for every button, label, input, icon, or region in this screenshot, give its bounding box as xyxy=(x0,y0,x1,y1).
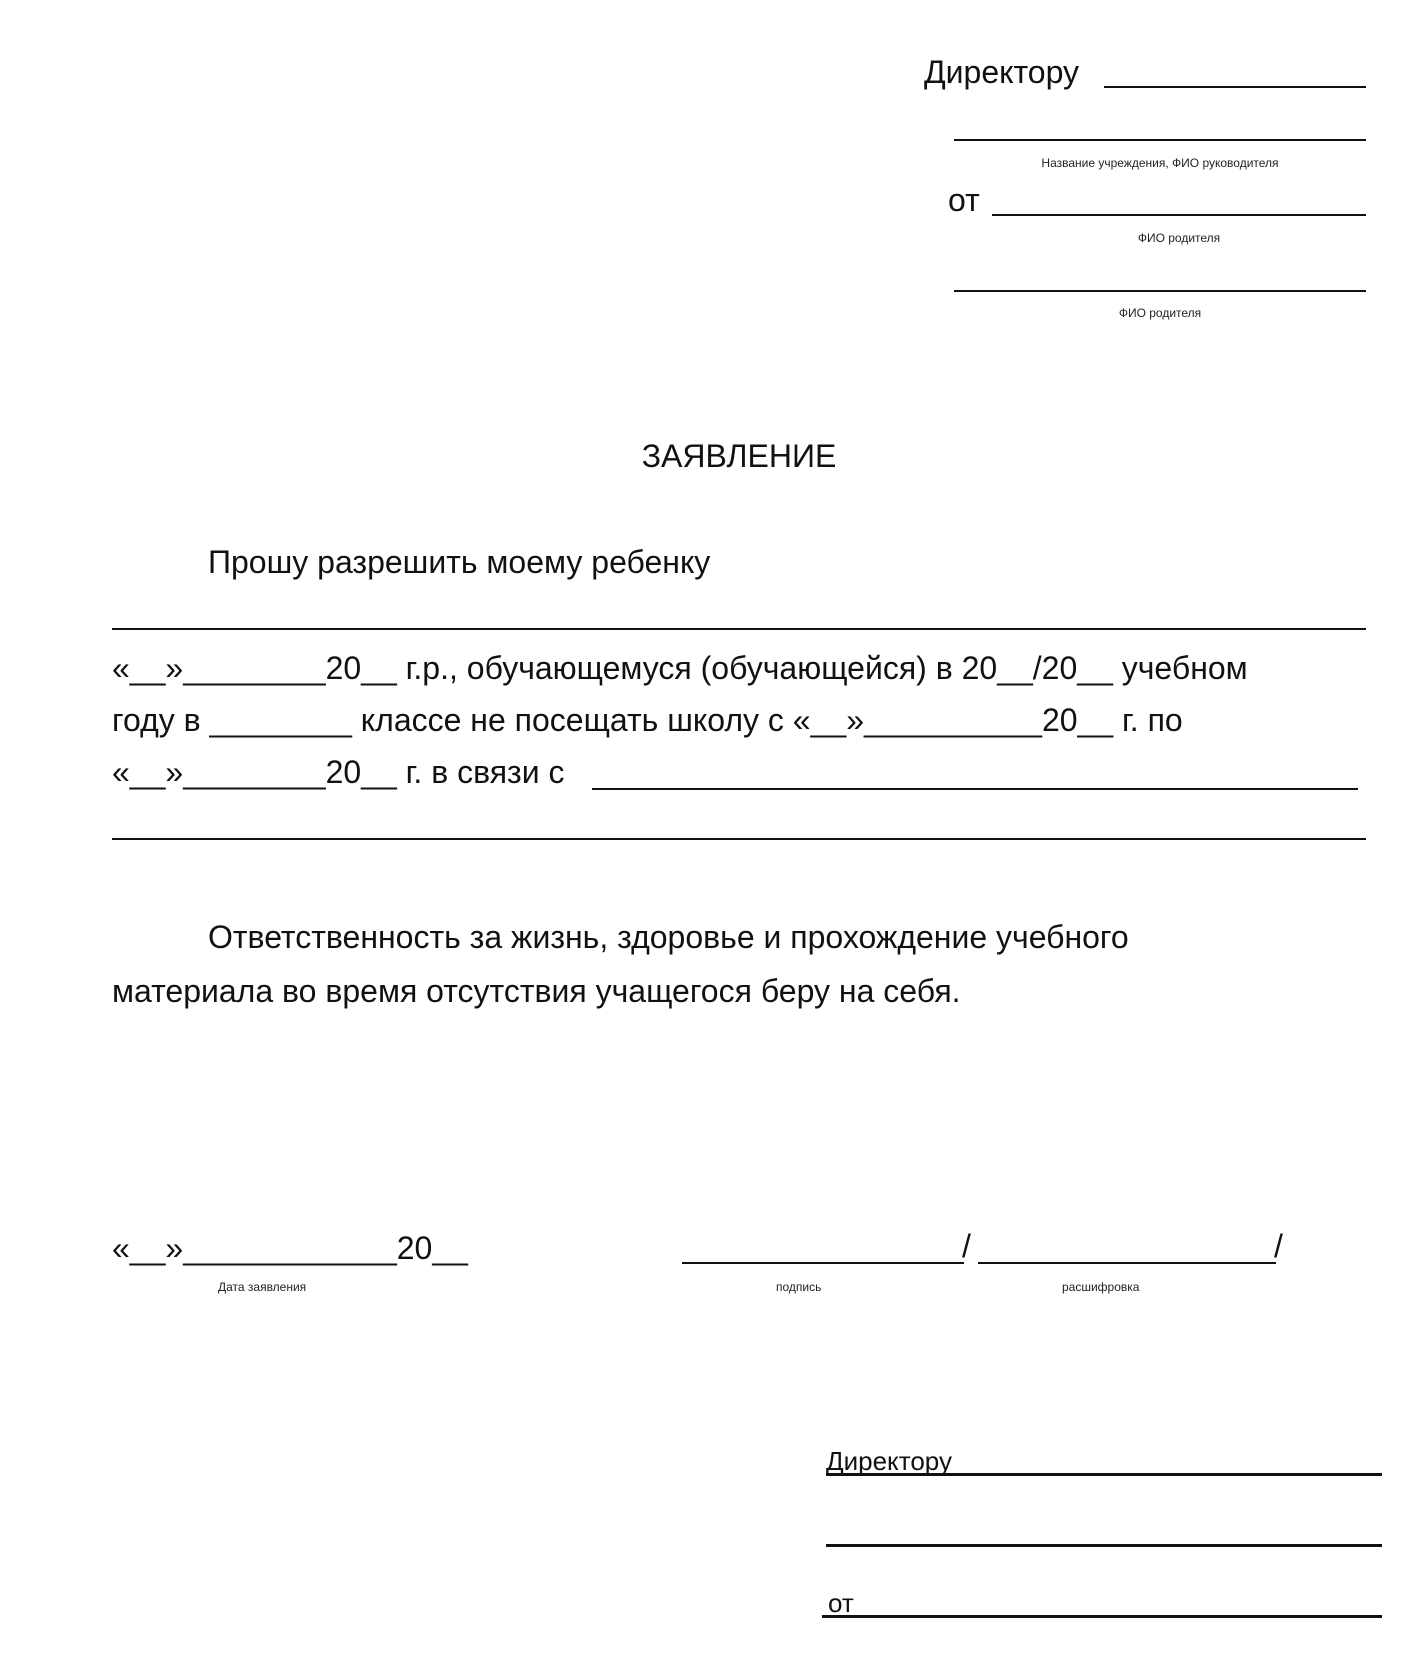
signature-caption: подпись xyxy=(776,1280,822,1294)
reason-field-continued[interactable] xyxy=(112,838,1366,840)
institution-field[interactable] xyxy=(954,139,1366,141)
parent-name-field-1[interactable] xyxy=(992,214,1366,216)
application-date-caption: Дата заявления xyxy=(218,1280,307,1294)
reason-field[interactable] xyxy=(592,788,1358,790)
decoding-caption: расшифровка xyxy=(1062,1280,1140,1294)
signature-slash-2: / xyxy=(1274,1228,1283,1264)
signature-decoding-field[interactable] xyxy=(978,1262,1276,1264)
child-name-field[interactable] xyxy=(112,628,1366,630)
request-intro: Прошу разрешить моему ребенку xyxy=(208,544,711,580)
footer-director-label: Директору xyxy=(826,1446,952,1476)
signature-field[interactable] xyxy=(682,1262,964,1264)
signature-slash-1: / xyxy=(962,1228,971,1264)
request-line-3: «__»________20__ г. в связи с xyxy=(112,754,565,790)
request-line-1: «__»________20__ г.р., обучающемуся (обучающейся) в 20__/20__ учебном xyxy=(112,650,1248,686)
from-label: от xyxy=(948,182,980,218)
request-line-2: году в ________ классе не посещать школу с «__»__________20__ г. по xyxy=(112,702,1183,738)
addressee-director-label: Директору xyxy=(924,54,1080,90)
footer-from-label: от xyxy=(828,1588,854,1618)
institution-caption: Название учреждения, ФИО руководителя xyxy=(1041,156,1279,170)
application-date-field[interactable]: «__»____________20__ xyxy=(112,1230,468,1266)
parent-caption-2: ФИО родителя xyxy=(1118,306,1202,320)
footer-parent-field[interactable] xyxy=(822,1615,1382,1618)
parent-caption-1: ФИО родителя xyxy=(1137,231,1221,245)
footer-institution-field[interactable] xyxy=(826,1544,1382,1547)
footer-director-field[interactable] xyxy=(826,1473,1382,1476)
document-title: ЗАЯВЛЕНИЕ xyxy=(641,438,837,474)
director-name-field[interactable] xyxy=(1104,86,1366,88)
parent-name-field-2[interactable] xyxy=(954,290,1366,292)
responsibility-paragraph: Ответственность за жизнь, здоровье и прохождение учебного материала во время отсутствия учащегося беру на себя. xyxy=(112,919,1129,1009)
